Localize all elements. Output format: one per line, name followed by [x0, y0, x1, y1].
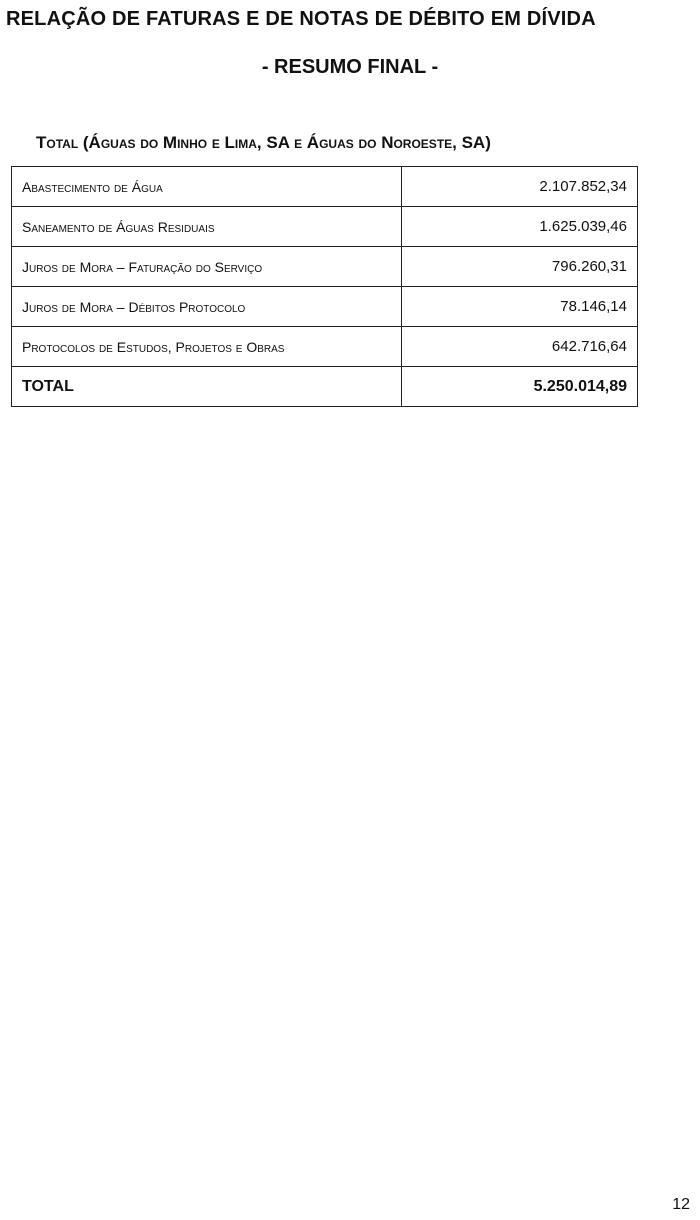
- table-row: [12, 287, 638, 327]
- total-label: TOTAL: [12, 367, 402, 407]
- section-title: Total (Águas do Minho e Lima, SA e Águas do Noroeste, SA): [36, 133, 491, 152]
- row-value: 78.146,14: [402, 287, 638, 327]
- row-value: 2.107.852,34: [402, 167, 638, 207]
- row-label: Abastecimento de Água: [12, 167, 402, 207]
- row-label: Protocolos de Estudos, Projetos e Obras: [12, 327, 402, 367]
- row-label: Juros de Mora – Débitos Protocolo: [12, 287, 402, 327]
- row-value: 1.625.039,46: [402, 207, 638, 247]
- table-row: [12, 247, 638, 287]
- document-subtitle: - RESUMO FINAL -: [261, 56, 439, 78]
- document-title: RELAÇÃO DE FATURAS E DE NOTAS DE DÉBITO EM DÍVIDA: [6, 8, 596, 30]
- row-value: 642.716,64: [402, 327, 638, 367]
- debt-summary-table: [11, 166, 638, 407]
- total-value: 5.250.014,89: [402, 367, 638, 407]
- row-label: Juros de Mora – Faturação do Serviço: [12, 247, 402, 287]
- row-value: 796.260,31: [402, 247, 638, 287]
- row-label: Saneamento de Águas Residuais: [12, 207, 402, 247]
- table-row: [12, 207, 638, 247]
- total-row: [12, 367, 638, 407]
- table-row: [12, 327, 638, 367]
- page-number: 12: [672, 1196, 690, 1213]
- table-row: [12, 167, 638, 207]
